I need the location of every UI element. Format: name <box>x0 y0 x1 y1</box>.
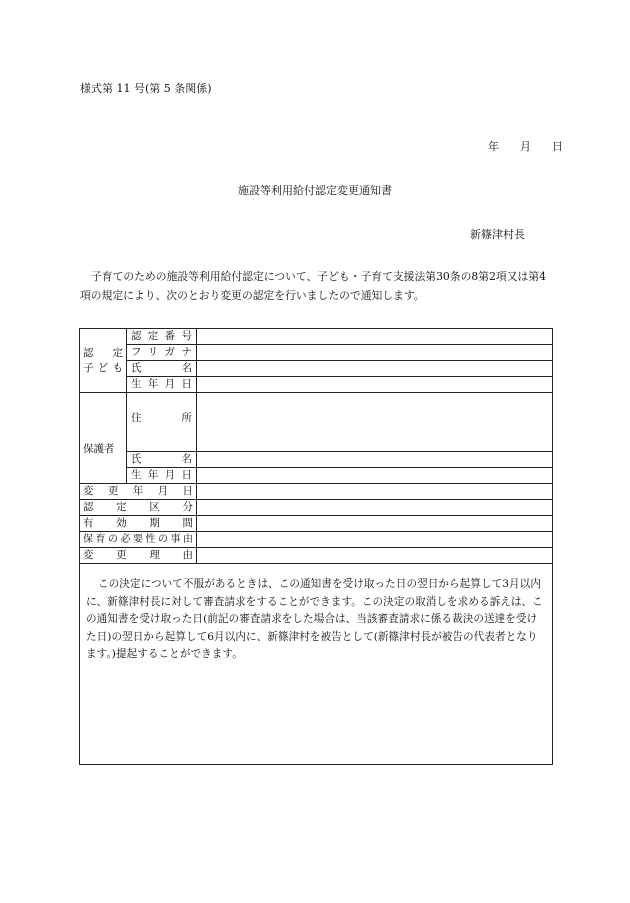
date-year-label: 年 <box>488 140 499 153</box>
form-table <box>79 328 553 765</box>
child-cert-number-label: 認定番号 <box>127 329 197 345</box>
guardian-name-value[interactable] <box>197 452 553 468</box>
change-date-value[interactable] <box>197 484 553 500</box>
child-group-label-line2: 子ども <box>83 361 123 374</box>
table-row <box>80 548 553 564</box>
table-row <box>80 329 553 345</box>
valid-period-value[interactable] <box>197 516 553 532</box>
table-row <box>80 393 553 452</box>
child-cert-number-value[interactable] <box>197 329 553 345</box>
child-birthdate-value[interactable] <box>197 377 553 393</box>
table-row <box>80 468 553 484</box>
date-line <box>488 138 563 154</box>
cert-category-value[interactable] <box>197 500 553 516</box>
child-furigana-value[interactable] <box>197 345 553 361</box>
guardian-address-value[interactable] <box>197 393 553 452</box>
child-group-label <box>80 329 127 393</box>
child-furigana-label: フリガナ <box>127 345 197 361</box>
care-need-reason-label: 保育の必要性の事由 <box>80 532 197 548</box>
date-day-label: 日 <box>552 140 563 153</box>
table-row <box>80 500 553 516</box>
child-birthdate-label: 生年月日 <box>127 377 197 393</box>
table-row <box>80 361 553 377</box>
table-row <box>80 564 553 765</box>
table-row <box>80 345 553 361</box>
form-number: 様式第 11 号(第 5 条関係) <box>80 82 212 95</box>
valid-period-label: 有効期間 <box>80 516 197 532</box>
intro-paragraph: 子育てのための施設等利用給付認定について、子ども・子育て支援法第30条の8第2項又は第4項の規定により、次のとおり変更の認定を行いましたので通知します。 <box>80 270 546 302</box>
guardian-birthdate-label: 生年月日 <box>127 468 197 484</box>
table-row <box>80 484 553 500</box>
child-name-value[interactable] <box>197 361 553 377</box>
change-reason-label: 変更理由 <box>80 548 197 564</box>
change-date-label: 変更年月日 <box>80 484 197 500</box>
date-month-label: 月 <box>520 140 531 153</box>
appeal-notice-cell <box>80 564 553 765</box>
guardian-name-label: 氏名 <box>127 452 197 468</box>
appeal-notice-text: この決定について不服があるときは、この通知書を受け取った日の翌日から起算して3月以内に、新篠津村長に対して審査請求をすることができます。この決定の取消しを求める訴えは、この通知書を受け取った日(前記の審査請求をした場合は、当該審査請求に係る裁決の送達を受けた日)の翌日から起算して6月以内に、新篠津村を被告として(新篠津村長が被告の代表者となります。)提起することができます。 <box>86 578 543 660</box>
table-row <box>80 532 553 548</box>
table-row <box>80 377 553 393</box>
table-row <box>80 516 553 532</box>
care-need-reason-value[interactable] <box>197 532 553 548</box>
guardian-birthdate-value[interactable] <box>197 468 553 484</box>
change-reason-value[interactable] <box>197 548 553 564</box>
guardian-group-label: 保護者 <box>80 393 127 484</box>
cert-category-label: 認定区分 <box>80 500 197 516</box>
child-group-label-line1: 認 定 <box>83 346 123 359</box>
child-name-label: 氏名 <box>127 361 197 377</box>
guardian-address-label: 住所 <box>127 393 197 452</box>
issuer-name: 新篠津村長 <box>470 228 525 241</box>
document-title: 施設等利用給付認定変更通知書 <box>238 184 392 197</box>
table-row <box>80 452 553 468</box>
